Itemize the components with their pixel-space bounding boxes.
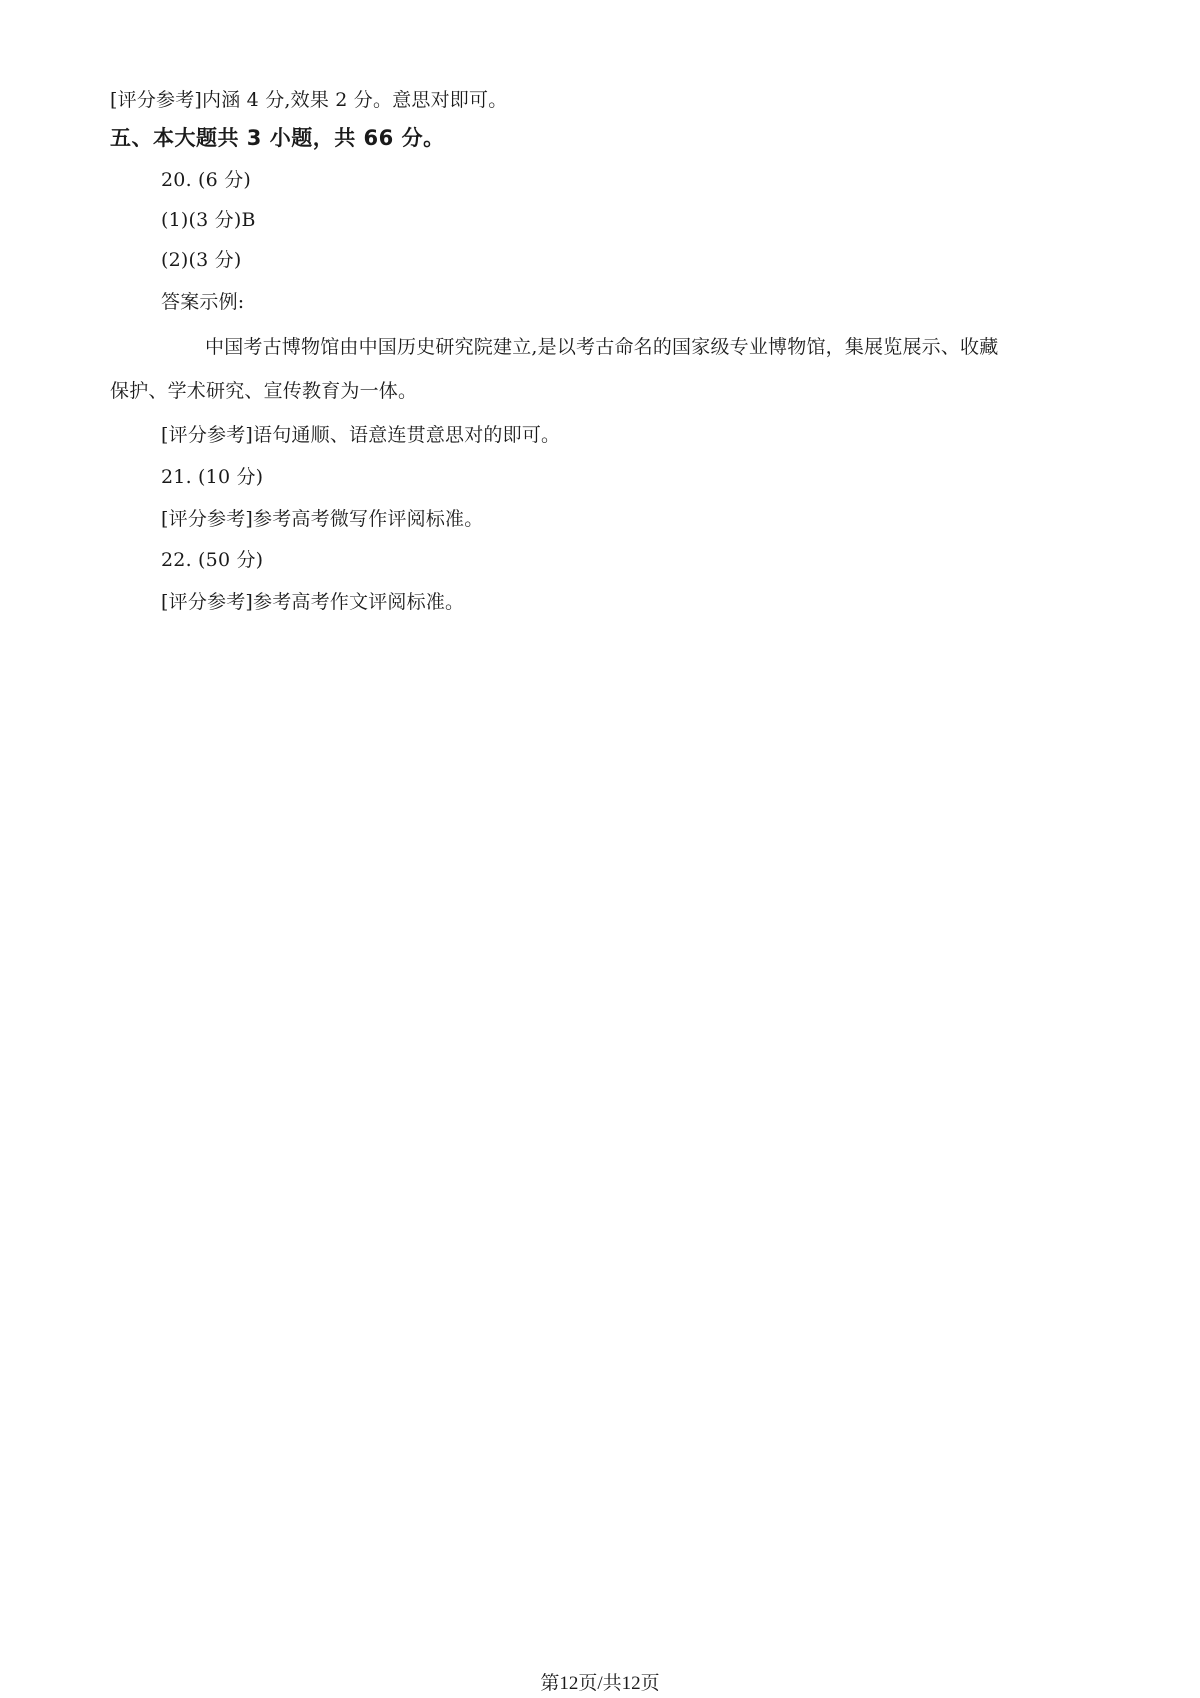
q22-scoring-note: [评分参考]参考高考作文评阅标准。 [161,591,465,613]
section-heading: 五、本大题共 3 小题，共 66 分。 [110,126,445,150]
answer-paragraph-line-1: 中国考古博物馆由中国历史研究院建立,是以考古命名的国家级专业博物馆，集展览展示、收藏 [205,336,999,358]
q21-scoring-note: [评分参考]参考高考微写作评阅标准。 [161,508,484,530]
q21-title: 21. (10 分) [161,466,264,488]
q22-title: 22. (50 分) [161,549,264,571]
q20-part1: (1)(3 分)B [161,209,256,231]
answer-example-label: 答案示例: [161,291,245,313]
answer-paragraph-line-2: 保护、学术研究、宣传教育为一体。 [110,380,418,402]
q20-part2: (2)(3 分) [161,249,242,271]
page-footer [0,1672,1200,1696]
page-number: 第12页/共12页 [540,1673,660,1694]
q20-title: 20. (6 分) [161,169,252,191]
scoring-note-top: [评分参考]内涵 4 分,效果 2 分。意思对即可。 [110,89,508,111]
q20-scoring-note: [评分参考]语句通顺、语意连贯意思对的即可。 [161,424,561,446]
